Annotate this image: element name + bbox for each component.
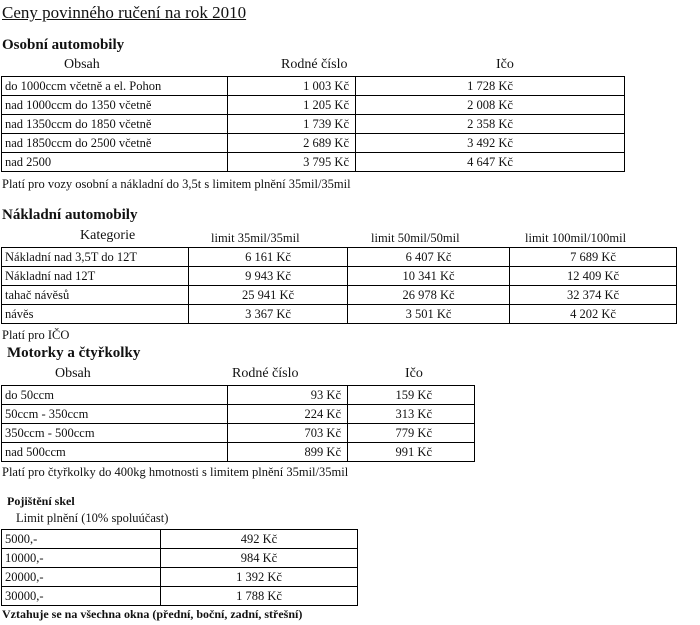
osobni-note: Platí pro vozy osobní a nákladní do 3,5t s limitem plnění 35mil/35mil [2,177,351,191]
osobni-cell-obsah: nad 1350ccm do 1850 včetně [2,115,228,134]
table-row [2,443,475,462]
table-row [2,96,625,115]
osobni-cell-rc: 1 205 Kč [228,96,356,115]
motorky-cell-obsah: 350ccm - 500ccm [2,424,228,443]
osobni-col-ico: Ičo [496,57,514,72]
nakladni-cell-kategorie: Nákladní nad 3,5T do 12T [2,248,189,267]
motorky-cell-rc: 899 Kč [228,443,348,462]
table-row [2,587,358,606]
table-row [2,115,625,134]
nakladni-cell-limit50: 3 501 Kč [348,305,510,324]
table-row [2,405,475,424]
table-row [2,267,677,286]
table-row [2,153,625,172]
motorky-cell-obsah: do 50ccm [2,386,228,405]
table-row [2,530,358,549]
skla-table [1,529,358,606]
section-heading-osobni: Osobní automobily [2,37,125,53]
nakladni-cell-limit50: 6 407 Kč [348,248,510,267]
skla-cell-cena: 1 788 Kč [161,587,358,606]
nakladni-cell-limit35: 25 941 Kč [189,286,348,305]
table-row [2,248,677,267]
nakladni-col-limit100: limit 100mil/100mil [525,231,627,245]
osobni-cell-ico: 3 492 Kč [356,134,625,153]
nakladni-table [1,247,677,324]
skla-cell-limit: 10000,- [2,549,161,568]
skla-cell-cena: 492 Kč [161,530,358,549]
osobni-cell-ico: 2 008 Kč [356,96,625,115]
nakladni-cell-limit100: 32 374 Kč [510,286,677,305]
motorky-cell-obsah: 50ccm - 350ccm [2,405,228,424]
osobni-cell-obsah: do 1000ccm včetně a el. Pohon [2,77,228,96]
motorky-cell-obsah: nad 500ccm [2,443,228,462]
table-row [2,77,625,96]
skla-cell-limit: 30000,- [2,587,161,606]
skla-cell-cena: 984 Kč [161,549,358,568]
nakladni-cell-kategorie: návěs [2,305,189,324]
osobni-cell-ico: 4 647 Kč [356,153,625,172]
skla-subheading: Limit plnění (10% spoluúčast) [16,511,169,525]
nakladni-cell-limit35: 9 943 Kč [189,267,348,286]
osobni-cell-obsah: nad 2500 [2,153,228,172]
table-row [2,424,475,443]
table-row [2,568,358,587]
nakladni-cell-limit50: 26 978 Kč [348,286,510,305]
motorky-cell-ico: 313 Kč [348,405,475,424]
motorky-cell-rc: 93 Kč [228,386,348,405]
skla-cell-limit: 5000,- [2,530,161,549]
osobni-cell-obsah: nad 1000ccm do 1350 včetně [2,96,228,115]
osobni-cell-rc: 1 003 Kč [228,77,356,96]
table-row [2,286,677,305]
skla-cell-cena: 1 392 Kč [161,568,358,587]
osobni-cell-rc: 1 739 Kč [228,115,356,134]
motorky-cell-rc: 224 Kč [228,405,348,424]
page-title: Ceny povinného ručení na rok 2010 [2,3,247,22]
nakladni-col-kategorie: Kategorie [80,228,136,243]
motorky-cell-rc: 703 Kč [228,424,348,443]
motorky-cell-ico: 159 Kč [348,386,475,405]
osobni-cell-ico: 2 358 Kč [356,115,625,134]
nakladni-cell-limit35: 6 161 Kč [189,248,348,267]
nakladni-col-limit35: limit 35mil/35mil [211,231,300,245]
nakladni-cell-limit50: 10 341 Kč [348,267,510,286]
section-heading-nakladni: Nákladní automobily [2,207,138,223]
osobni-cell-obsah: nad 1850ccm do 2500 včetně [2,134,228,153]
section-heading-motorky: Motorky a čtyřkolky [7,345,141,361]
skla-note: Vztahuje se na všechna okna (přední, boční, zadní, střešní) [2,607,303,621]
nakladni-cell-limit100: 4 202 Kč [510,305,677,324]
osobni-col-obsah: Obsah [64,57,100,72]
nakladni-cell-limit100: 12 409 Kč [510,267,677,286]
section-heading-skla: Pojištění skel [7,494,75,508]
osobni-table [1,76,625,172]
nakladni-cell-kategorie: tahač návěsů [2,286,189,305]
table-row [2,134,625,153]
osobni-cell-rc: 2 689 Kč [228,134,356,153]
osobni-col-rodne-cislo: Rodné číslo [281,57,348,72]
motorky-cell-ico: 991 Kč [348,443,475,462]
osobni-cell-rc: 3 795 Kč [228,153,356,172]
nakladni-cell-limit100: 7 689 Kč [510,248,677,267]
table-row [2,305,677,324]
nakladni-cell-kategorie: Nákladní nad 12T [2,267,189,286]
motorky-col-rodne-cislo: Rodné číslo [232,366,299,381]
nakladni-col-limit50: limit 50mil/50mil [371,231,460,245]
nakladni-note: Platí pro IČO [2,328,70,342]
osobni-cell-ico: 1 728 Kč [356,77,625,96]
motorky-table [1,385,475,462]
nakladni-cell-limit35: 3 367 Kč [189,305,348,324]
skla-cell-limit: 20000,- [2,568,161,587]
table-row [2,549,358,568]
motorky-col-obsah: Obsah [55,366,91,381]
motorky-cell-ico: 779 Kč [348,424,475,443]
motorky-note: Platí pro čtyřkolky do 400kg hmotnosti s limitem plnění 35mil/35mil [2,465,349,479]
motorky-col-ico: Ičo [405,366,423,381]
table-row [2,386,475,405]
